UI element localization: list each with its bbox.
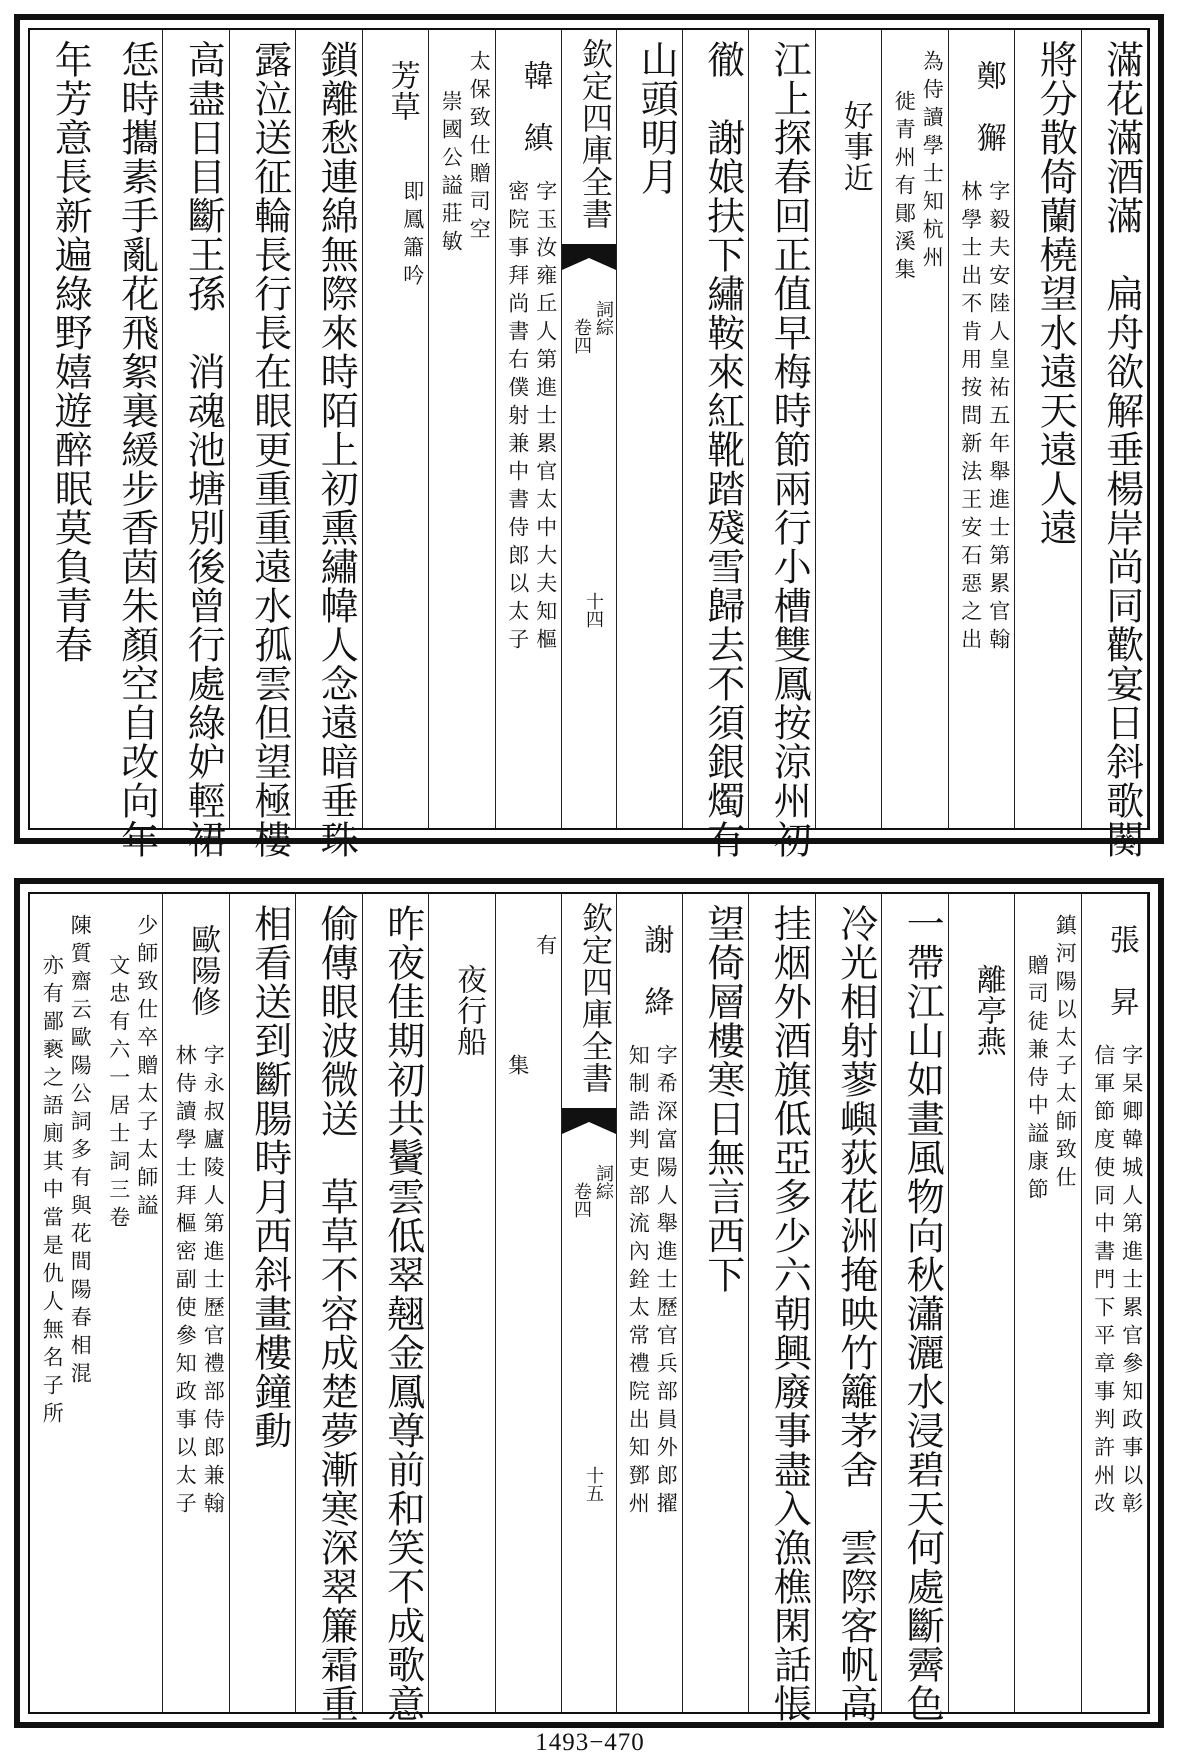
- bottom-page-frame: [28, 892, 1150, 1723]
- verse-line: 恁時攜素手亂花飛絮裏緩步香茵朱顏空自改向年: [114, 40, 159, 859]
- text-column: [296, 894, 363, 1723]
- verse-line: 將分散倚蘭橈望水遠天遠人遠: [1033, 40, 1078, 547]
- annotation-block: [1015, 894, 1081, 1712]
- verse-line: 一帶江山如畫風物向秋瀟灑水浸碧天何處斷霽色: [900, 904, 945, 1723]
- annotation-line: 鎮河陽以太子太師致仕: [1053, 914, 1078, 1194]
- column-heading: 歐陽修: [185, 924, 221, 1017]
- annotation-line: 有: [533, 934, 558, 962]
- annotation-block: [363, 30, 429, 828]
- book-title: 欽定四庫全書: [576, 902, 612, 1094]
- text-column: [163, 30, 230, 859]
- column-heading: 離亭燕: [970, 964, 1006, 1057]
- column-heading: 鄭 獬: [970, 60, 1006, 153]
- page-number: 1493−470: [535, 1729, 645, 1756]
- text-column: [97, 894, 164, 1712]
- annotation-block: [163, 894, 229, 1712]
- annotation-block: [97, 894, 163, 1712]
- text-column: [1082, 894, 1149, 1712]
- text-column: [816, 30, 883, 828]
- center-fold-column: [562, 894, 617, 1712]
- annotation-block: [496, 30, 562, 828]
- annotation-line: 徙青州有鄖溪集: [892, 90, 917, 286]
- text-column: [616, 30, 683, 828]
- text-column: [363, 30, 430, 828]
- verse-line: 年芳意長新遍綠野嬉遊醉眠莫負青春: [48, 40, 93, 664]
- annotation-line: 信軍節度使同中書門下平章事判許州改: [1091, 1044, 1116, 1520]
- verse-line: 冷光相射蓼嶼荻花洲掩映竹籬茅舍 雲際客帆高: [833, 904, 878, 1723]
- top-page: [14, 14, 1164, 859]
- folio-number: 十四: [583, 592, 604, 628]
- column-heading: 好事近: [837, 100, 873, 193]
- verse-line: 滿花滿酒滿 扁舟欲解垂楊岸尚同歡宴日斜歌闋: [1099, 40, 1144, 859]
- text-column: [429, 894, 496, 1712]
- annotation-block: [429, 30, 495, 828]
- annotation-block: [882, 30, 948, 828]
- annotation-line: 字希深富陽人舉進士歷官兵部員外郎擢: [654, 1044, 679, 1520]
- text-column: [230, 30, 297, 859]
- verse-line: 望倚層樓寒日無言西下: [700, 904, 745, 1294]
- annotation-line: 文忠有六一居士詞三卷: [106, 954, 131, 1234]
- text-column: [1015, 30, 1082, 828]
- section-label: 詞綜: [593, 300, 614, 336]
- text-column: [949, 894, 1016, 1712]
- text-column: [749, 30, 816, 859]
- annotation-block: [1082, 894, 1148, 1712]
- text-column: [363, 894, 430, 1723]
- top-page-frame: [28, 28, 1150, 859]
- annotation-line: 太保致仕贈司空: [467, 50, 492, 246]
- annotation-block: [496, 894, 562, 1712]
- text-column: [683, 894, 750, 1712]
- text-column: [616, 894, 683, 1712]
- annotation-block: [30, 894, 97, 1712]
- text-column: [749, 894, 816, 1723]
- book-title: 欽定四庫全書: [576, 38, 612, 230]
- annotation-line: 陳質齋云歐陽公詞多有與花間陽春相混: [68, 914, 93, 1390]
- annotation-line: 贈司徒兼侍中謚康節: [1025, 954, 1050, 1206]
- bottom-page: [14, 878, 1164, 1728]
- annotation-line: 字永叔廬陵人第進士歷官禮部侍郎兼翰: [201, 1044, 226, 1520]
- text-column: [296, 30, 363, 859]
- text-column: [496, 894, 563, 1712]
- annotation-line: 林侍讀學士拜樞密副使參知政事以太子: [173, 1044, 198, 1520]
- volume-label: 卷四: [571, 1182, 592, 1218]
- annotation-line: 為侍讀學士知杭州: [920, 50, 945, 274]
- column-heading: 謝 絳: [638, 924, 674, 1017]
- section-label: 詞綜: [593, 1164, 614, 1200]
- text-column: [882, 30, 949, 828]
- volume-label: 卷四: [571, 318, 592, 354]
- annotation-line: 即鳳簫吟: [400, 180, 425, 292]
- text-column: [163, 894, 230, 1712]
- verse-line: 徹 謝娘扶下繡鞍來紅靴踏殘雪歸去不須銀燭有: [700, 40, 745, 859]
- annotation-block: [616, 894, 682, 1712]
- annotation-line: 密院事拜尚書右僕射兼中書侍郎以太子: [505, 180, 530, 656]
- text-column: [882, 894, 949, 1723]
- verse-line: 高盡日目斷王孫 消魂池塘別後曾行處綠妒輕裙: [181, 40, 226, 859]
- text-column: [1015, 894, 1082, 1712]
- fishtail-mark-icon: [562, 244, 616, 280]
- column-heading: 韓 縝: [517, 60, 553, 153]
- annotation-block: [949, 30, 1015, 828]
- text-column: [429, 30, 496, 828]
- column-heading: 芳草: [384, 60, 420, 122]
- text-column: [230, 894, 297, 1712]
- fishtail-mark-icon: [562, 1108, 616, 1144]
- verse-line: 偷傳眼波微送 草草不容成楚夢漸寒深翠簾霜重: [314, 904, 359, 1723]
- verse-line: 挂烟外酒旗低亞多少六朝興廢事盡入漁樵閑話悵: [767, 904, 812, 1723]
- center-fold-column: [562, 30, 617, 828]
- annotation-line: 字杲卿韓城人第進士累官參知政事以彰: [1119, 1044, 1144, 1520]
- verse-line: 山頭明月: [634, 40, 679, 196]
- annotation-line: 知制誥判吏部流內銓太常禮院出知鄧州: [626, 1044, 651, 1520]
- verse-line: 相看送到斷腸時月西斜畫樓鐘動: [247, 904, 292, 1450]
- column-heading: 張 昇: [1103, 924, 1139, 1017]
- text-column: [1082, 30, 1149, 859]
- annotation-line: 亦有鄙褻之語廁其中當是仇人無名子所: [40, 954, 65, 1430]
- text-column: [949, 30, 1016, 828]
- verse-line: 露泣送征輪長行長在眼更重重遠水孤雲但望極樓: [247, 40, 292, 859]
- text-column: [30, 30, 97, 828]
- folio-number: 十五: [583, 1466, 604, 1502]
- column-heading: 夜行船: [451, 964, 487, 1057]
- text-column: [816, 894, 883, 1723]
- text-column: [30, 894, 97, 1712]
- verse-line: 鎖離愁連綿無際來時陌上初熏繡幃人念遠暗垂珠: [314, 40, 359, 859]
- annotation-line: 字毅夫安陸人皇祐五年舉進士第累官翰: [986, 180, 1011, 656]
- annotation-line: 林學士出不肯用按問新法王安石惡之出: [958, 180, 983, 656]
- text-column: [683, 30, 750, 859]
- annotation-line: 崇國公謚莊敏: [439, 90, 464, 258]
- text-column: [496, 30, 563, 828]
- annotation-line: 集: [505, 1054, 530, 1082]
- annotation-line: 少師致仕卒贈太子太師謚: [134, 914, 159, 1222]
- text-column: [97, 30, 164, 859]
- verse-line: 昨夜佳期初共鬢雲低翠翹金鳳尊前和笑不成歌意: [380, 904, 425, 1723]
- annotation-line: 字玉汝雍丘人第進士累官太中大夫知樞: [533, 180, 558, 656]
- verse-line: 江上探春回正值早梅時節兩行小槽雙鳳按涼州初: [767, 40, 812, 859]
